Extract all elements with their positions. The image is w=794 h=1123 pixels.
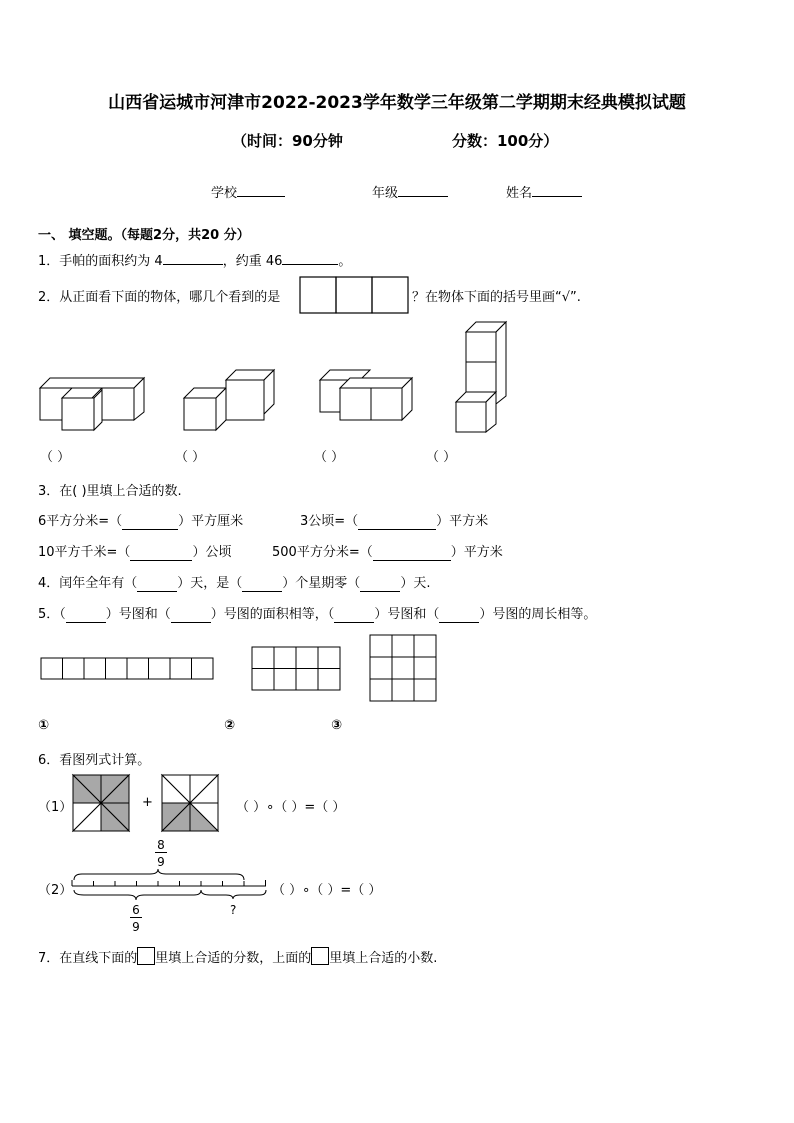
figure-label-3: ③ <box>331 718 343 733</box>
fraction-bottom-denominator: 9 <box>132 920 140 934</box>
unknown-mark: ? <box>230 903 237 917</box>
cube-figure-4 <box>454 320 512 436</box>
question-5: 5．（ ）号图和（ ）号图的面积相等，（ ）号图和（ ）号图的周长相等。 <box>38 607 597 622</box>
answer-paren-4[interactable]: （ ） <box>426 450 457 465</box>
fraction-top-denominator: 9 <box>157 855 165 869</box>
cube-figure-2 <box>182 368 278 434</box>
grade-field: 年级 <box>372 182 448 201</box>
part-2-label: （2） <box>38 883 73 898</box>
number-line-diagram <box>70 866 270 902</box>
question-3-row-1: 6平方分米=（ ）平方厘米 <box>38 514 244 529</box>
question-3-row-2: 10平方千米=（ ）公顷 <box>38 545 232 560</box>
question-1: 1．手帕的面积约为 4 ，约重 46 。 <box>38 254 352 269</box>
answer-paren-1[interactable]: （ ） <box>40 450 71 465</box>
question-2-text: 2．从正面看下面的物体，哪几个看到的是 <box>38 290 281 305</box>
three-square-view <box>300 277 410 315</box>
figure-label-2: ② <box>224 718 236 733</box>
cube-figure-1 <box>38 372 148 434</box>
time-label: （时间：90分钟 <box>232 132 343 150</box>
cube-figure-3 <box>318 368 414 424</box>
score-label: 分数：100分） <box>452 132 559 150</box>
grid-figure-2 <box>251 646 343 692</box>
answer-paren-2[interactable]: （ ） <box>175 450 206 465</box>
question-2-text-b: ？在物体下面的括号里画“√”. <box>412 290 581 305</box>
name-field: 姓名 <box>506 182 582 201</box>
question-7: 7．在直线下面的 里填上合适的分数，上面的 里填上合适的小数. <box>38 947 437 966</box>
fraction-top-numerator: 8 <box>155 838 167 853</box>
question-3-row-1b: 3公顷=（ ）平方米 <box>300 514 489 529</box>
part-1-label: （1） <box>38 800 73 815</box>
question-3: 3．在( )里填上合适的数. <box>38 484 182 499</box>
section-heading: 一、 填空题。（每题2分，共20 分） <box>38 228 250 243</box>
page-title: 山西省运城市河津市2022-2023学年数学三年级第二学期期末经典模拟试题 <box>108 93 686 113</box>
school-field: 学校 <box>211 182 285 201</box>
answer-paren-3[interactable]: （ ） <box>314 450 345 465</box>
figure-label-1: ① <box>38 718 50 733</box>
question-4: 4．闰年全年有（ ）天，是（ ）个星期零（ ）天. <box>38 576 431 591</box>
equation-1: （ ）∘（ ）=（ ） <box>236 800 346 815</box>
equation-2: （ ）∘（ ）=（ ） <box>272 883 382 898</box>
square-fraction-1 <box>72 774 132 834</box>
question-6: 6．看图列式计算。 <box>38 753 151 768</box>
grid-figure-3 <box>369 634 439 702</box>
square-fraction-2 <box>161 774 221 834</box>
question-3-row-2b: 500平方分米=（ ）平方米 <box>272 545 503 560</box>
grid-figure-1 <box>40 657 216 681</box>
plus-sign: + <box>142 795 153 810</box>
fraction-bottom-numerator: 6 <box>130 903 142 918</box>
